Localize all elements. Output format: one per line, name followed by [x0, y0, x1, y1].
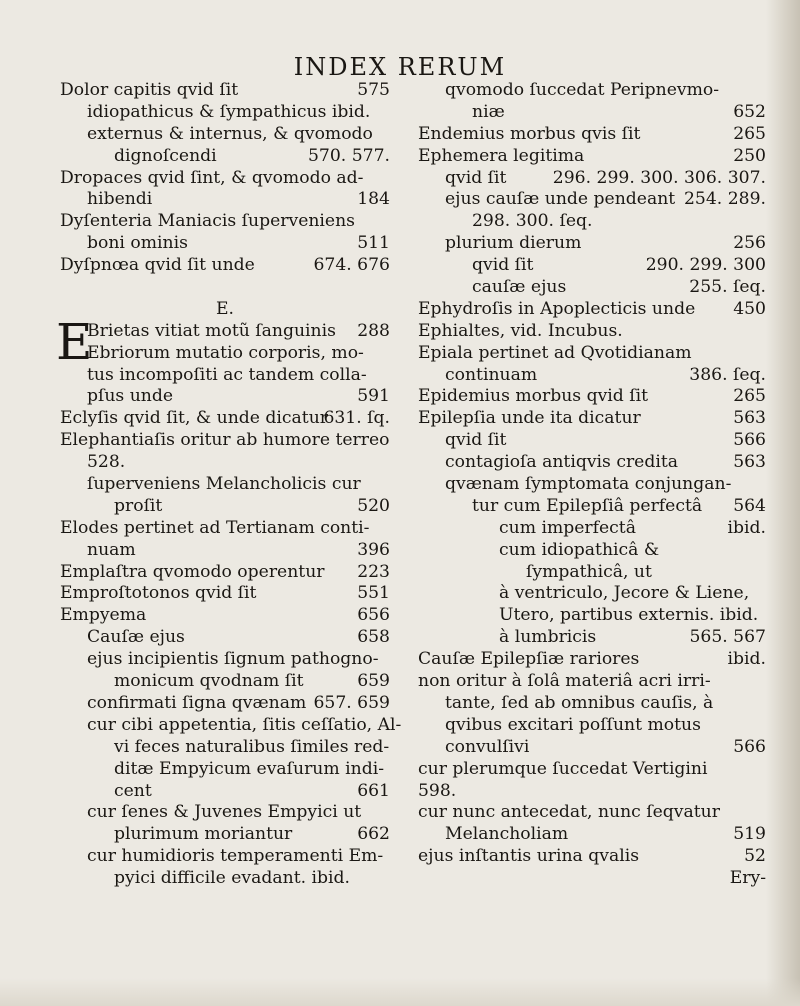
index-entry [60, 540, 390, 562]
index-entry [60, 627, 390, 649]
entry-term: qvibus excitari poſſunt motus [445, 714, 701, 735]
index-entry [418, 605, 766, 627]
entry-term: qvid ſit [445, 430, 507, 451]
entry-term: Utero, partibus externis. ibid. [499, 605, 759, 626]
entry-term: tante, ſed ab omnibus cauſis, à [445, 692, 714, 713]
entry-term: cum imperfectâ [499, 517, 636, 538]
index-entry [418, 583, 766, 605]
entry-term: Endemius morbus qvis ſit [418, 123, 641, 144]
entry-term: Ephialtes, vid. Incubus. [418, 320, 623, 341]
index-entry [60, 168, 390, 190]
index-entry [418, 80, 766, 102]
index-entry [60, 759, 390, 781]
entry-term: idiopathicus & ſympathicus ibid. [87, 101, 371, 122]
entry-term: Cauſæ Epilepſiæ rariores [418, 649, 640, 670]
index-entry [418, 299, 766, 321]
entry-term: Brietas vitiat motũ ſanguinis [87, 320, 336, 341]
entry-term: qvid ſit [472, 255, 534, 276]
page-reference: 184 [357, 189, 390, 210]
entry-term: monicum qvodnam ſit [114, 671, 304, 692]
page-reference: 255. ſeq. [689, 277, 766, 298]
page-reference: 288 [357, 320, 390, 341]
page-reference: 256 [733, 233, 766, 254]
index-entry [60, 233, 390, 255]
page-reference: 551 [357, 583, 390, 604]
index-entry [418, 781, 766, 803]
index-entry [418, 365, 766, 387]
index-entry [60, 605, 390, 627]
page-reference: 250 [733, 145, 766, 166]
index-entry [418, 386, 766, 408]
entry-term: externus & internus, & qvomodo [87, 123, 373, 144]
left-column [56, 80, 402, 890]
section-letter-heading [60, 299, 390, 321]
page-reference: 575 [357, 80, 390, 100]
entry-term: pſus unde [87, 386, 174, 407]
index-entry [418, 124, 766, 146]
page-reference: 265 [733, 123, 766, 144]
entry-term: dignoſcendi [114, 145, 217, 166]
entry-term: Ephemera legitima [418, 145, 585, 166]
entry-term: cent [114, 780, 152, 801]
entry-term: niæ [472, 101, 505, 122]
index-entry [418, 277, 766, 299]
index-entry [418, 211, 766, 233]
entry-term: E. [215, 298, 234, 319]
page-reference: 662 [357, 824, 390, 845]
entry-term: 598. [418, 780, 457, 801]
index-entry [60, 824, 390, 846]
index-entry [418, 846, 766, 868]
entry-term: Cauſæ ejus [87, 627, 185, 648]
index-entry [60, 124, 390, 146]
index-entry [418, 715, 766, 737]
index-entry [60, 80, 390, 102]
index-entry [60, 474, 390, 496]
entry-term: tur cum Epilepſiâ perfectâ [472, 495, 703, 516]
index-entry [60, 430, 390, 452]
entry-term: Dropaces qvid ſint, & qvomodo ad- [60, 167, 364, 188]
entry-term: ejus incipientis ſignum pathogno- [87, 649, 379, 670]
entry-term: à lumbricis [499, 627, 597, 648]
index-entry [418, 189, 766, 211]
page-reference: 657. 659 [313, 692, 390, 713]
index-entry [418, 627, 766, 649]
entry-term: Dolor capitis qvid ſit [60, 80, 239, 100]
entry-term: Ephydroſis in Apoplecticis unde [418, 298, 696, 319]
right-column [418, 80, 766, 890]
index-entry [418, 452, 766, 474]
entry-term: contagioſa antiqvis credita [445, 452, 678, 473]
index-entry [60, 211, 390, 233]
page-reference: 674. 676 [313, 255, 390, 276]
entry-term: plurium dierum [445, 233, 582, 254]
index-entry [60, 737, 390, 759]
index-entry [60, 671, 390, 693]
entry-term: Emplaſtra qvomodo operentur [60, 561, 325, 582]
entry-term: Epilepſia unde ita dicatur [418, 408, 641, 429]
page-reference: 296. 299. 300. 306. 307. [552, 167, 766, 188]
page-reference: 396 [357, 539, 390, 560]
index-entry [60, 846, 390, 868]
page-reference: 564 [733, 495, 766, 516]
index-entry [60, 102, 390, 124]
page-reference: 450 [733, 298, 766, 319]
entry-term: convulſivi [445, 736, 530, 757]
entry-term: qvænam ſymptomata conjungan- [445, 474, 732, 495]
index-entry [418, 474, 766, 496]
index-entry [418, 868, 766, 890]
index-entry [418, 649, 766, 671]
index-entry [60, 562, 390, 584]
entry-term: qvomodo ſuccedat Peripnevmo- [445, 80, 720, 100]
page-reference: 661 [357, 780, 390, 801]
page-reference: ibid. [727, 649, 766, 670]
entry-term: pyici difficile evadant. ibid. [114, 868, 351, 889]
index-entry [60, 802, 390, 824]
entry-term: Epiala pertinet ad Qvotidianam [418, 342, 692, 363]
index-entry [418, 321, 766, 343]
entry-term: cur nunc antecedat, nunc ſeqvatur [418, 802, 720, 823]
entry-term: 528. [87, 452, 126, 473]
index-entry [418, 737, 766, 759]
page-reference: 290. 299. 300 [645, 255, 766, 276]
index-entry [418, 233, 766, 255]
entry-term: cum idiopathicâ & [499, 539, 660, 560]
entry-term: Elephantiaſis oritur ab humore terreo [60, 430, 390, 451]
index-entry [60, 781, 390, 803]
index-entry [418, 562, 766, 584]
page-reference: 254. 289. [683, 189, 766, 210]
entry-term: ſuperveniens Melancholicis cur [87, 474, 361, 495]
index-entry [60, 649, 390, 671]
index-entry [418, 693, 766, 715]
entry-term: Dyſenteria Maniacis ſuperveniens [60, 211, 355, 232]
page-reference: 656 [357, 605, 390, 626]
page-title: INDEX RERUM [293, 53, 507, 81]
entry-term: cauſæ ejus [472, 277, 567, 298]
index-entry [418, 671, 766, 693]
entry-term: vi feces naturalibus ſimiles red- [114, 736, 390, 757]
index-entry [418, 518, 766, 540]
entry-term: non oritur à ſolâ materiâ acri irri- [418, 671, 711, 692]
entry-term: plurimum moriantur [114, 824, 293, 845]
index-entry [60, 714, 402, 737]
entry-term: Eclyſis qvid ſit, & unde dicatur [60, 408, 328, 429]
index-entry [418, 102, 766, 124]
index-entry [60, 365, 390, 387]
page-reference: 563 [733, 408, 766, 429]
page-reference: 570. 577. [307, 145, 390, 166]
entry-term: Ebriorum mutatio corporis, mo- [87, 342, 364, 363]
index-entry [418, 255, 766, 277]
entry-term: ditæ Empyicum evaſurum indi- [114, 758, 385, 779]
page-reference: 565. 567 [689, 627, 766, 648]
page-reference: 631. ſq. [323, 408, 390, 429]
page-reference: Ery- [729, 868, 766, 889]
entry-term: confirmati ſigna qvænam [87, 692, 307, 713]
index-entry [60, 452, 390, 474]
page-reference: 652 [733, 101, 766, 122]
entry-term: proſit [114, 495, 163, 516]
entry-term: Melancholiam [445, 824, 569, 845]
index-entry [60, 868, 390, 890]
page-reference: 386. ſeq. [689, 364, 766, 385]
index-entry [60, 146, 390, 168]
index-entry [60, 189, 390, 211]
entry-term: cur humidioris temperamenti Em- [87, 846, 384, 867]
page-reference: 511 [357, 233, 390, 254]
entry-term: qvid ſit [445, 167, 507, 188]
entry-term: hibendi [87, 189, 153, 210]
index-entry [60, 518, 390, 540]
page-reference: 519 [733, 824, 766, 845]
page-reference: ibid. [727, 517, 766, 538]
index-entry [60, 277, 390, 299]
page-reference: 566 [733, 736, 766, 757]
entry-term: Empyema [60, 605, 147, 626]
page-reference: 52 [744, 846, 766, 867]
index-entry [418, 408, 766, 430]
entry-term: Emproſtotonos qvid ſit [60, 583, 257, 604]
index-entry [60, 583, 390, 605]
index-entry [418, 824, 766, 846]
drop-cap-letter: E [56, 312, 93, 371]
page-bottom-shadow [0, 978, 800, 1006]
entry-term: Epidemius morbus qvid ſit [418, 386, 649, 407]
index-entry [418, 496, 766, 518]
entry-term: Elodes pertinet ad Tertianam conti- [60, 517, 370, 538]
index-entry [418, 802, 766, 824]
entry-term: cur ſenes & Juvenes Empyici ut [87, 802, 362, 823]
entry-term: ſympathicâ, ut [526, 561, 652, 582]
entry-term: nuam [87, 539, 136, 560]
index-entry [60, 343, 390, 365]
entry-term: à ventriculo, Jecore & Liene, [499, 583, 750, 604]
index-entry [60, 693, 390, 715]
index-entry [418, 168, 766, 190]
index-entry [60, 255, 390, 277]
page-reference: 591 [357, 386, 390, 407]
index-entry [60, 386, 390, 408]
index-entry [60, 408, 390, 430]
page-edge-shadow [766, 0, 800, 1006]
page-reference: 563 [733, 452, 766, 473]
entry-term: ejus cauſæ unde pendeant [445, 189, 676, 210]
page-reference: 658 [357, 627, 390, 648]
entry-term: Dyſpnœa qvid ſit unde [60, 255, 255, 276]
index-entry [418, 759, 766, 781]
page-reference: 265 [733, 386, 766, 407]
index-entry [418, 146, 766, 168]
page-reference: 566 [733, 430, 766, 451]
entry-term: continuam [445, 364, 538, 385]
index-entry [418, 540, 766, 562]
index-entry [60, 496, 390, 518]
entry-term: cur cibi appetentia, ſitis ceſſatio, Al- [87, 714, 402, 735]
entry-term: 298. 300. ſeq. [472, 211, 593, 232]
entry-term: ejus inſtantis urina qvalis [418, 846, 640, 867]
page-reference: 520 [357, 495, 390, 516]
entry-term: boni ominis [87, 233, 188, 254]
index-entry [418, 343, 766, 365]
page-reference: 659 [357, 671, 390, 692]
index-entry [418, 430, 766, 452]
entry-term: tus incompoſiti ac tandem colla- [87, 364, 367, 385]
page-reference: 223 [357, 561, 390, 582]
entry-term: cur plerumque ſuccedat Vertigini [418, 758, 708, 779]
